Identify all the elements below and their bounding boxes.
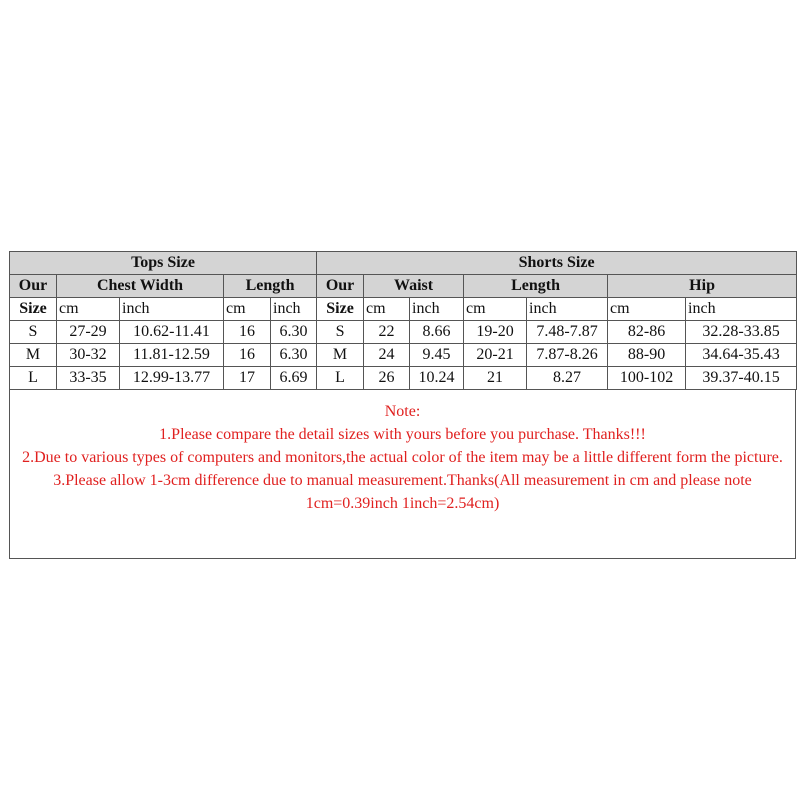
tops-chest-cm-cell: 27-29 — [57, 321, 120, 344]
tops-chest-inch-cell: 10.62-11.41 — [120, 321, 224, 344]
shorts-size-cell: M — [317, 344, 364, 367]
tops-length-inch-unit: inch — [271, 298, 317, 321]
shorts-hip-inch-cell: 32.28-33.85 — [686, 321, 797, 344]
shorts-size-label: Size — [317, 298, 364, 321]
note-line-1: 1.Please compare the detail sizes with yours before you purchase. Thanks!!! — [159, 426, 646, 443]
shorts-waist-inch-cell: 10.24 — [410, 367, 464, 390]
shorts-size-cell: S — [317, 321, 364, 344]
shorts-hip-inch-cell: 34.64-35.43 — [686, 344, 797, 367]
shorts-hip-cm-cell: 88-90 — [608, 344, 686, 367]
note-line-3: 3.Please allow 1-3cm difference due to manual measurement.Thanks(All measurement in cm and please note 1cm=0.39inch 1inch=2.54cm) — [53, 472, 752, 512]
tops-chest-inch-cell: 11.81-12.59 — [120, 344, 224, 367]
shorts-length-cm-unit: cm — [464, 298, 527, 321]
tops-length-inch-cell: 6.30 — [271, 344, 317, 367]
tops-chest-cm-cell: 33-35 — [57, 367, 120, 390]
note-title: Note: — [384, 403, 421, 420]
shorts-size-title: Shorts Size — [317, 252, 797, 275]
tops-length-cm-cell: 17 — [224, 367, 271, 390]
shorts-waist-cm-cell: 22 — [364, 321, 410, 344]
shorts-hip-cm-cell: 100-102 — [608, 367, 686, 390]
table-row — [10, 344, 797, 367]
tops-size-label: Size — [10, 298, 57, 321]
shorts-waist-header: Waist — [364, 275, 464, 298]
tops-size-cell: L — [10, 367, 57, 390]
shorts-waist-inch-cell: 8.66 — [410, 321, 464, 344]
tops-length-inch-cell: 6.30 — [271, 321, 317, 344]
tops-size-cell: S — [10, 321, 57, 344]
shorts-hip-cm-cell: 82-86 — [608, 321, 686, 344]
shorts-length-header: Length — [464, 275, 608, 298]
shorts-length-inch-unit: inch — [527, 298, 608, 321]
table-row — [10, 321, 797, 344]
shorts-hip-inch-unit: inch — [686, 298, 797, 321]
size-chart — [9, 251, 796, 559]
tops-size-cell: M — [10, 344, 57, 367]
unit-header-row — [10, 298, 797, 321]
tops-length-cm-cell: 16 — [224, 344, 271, 367]
tops-chest-inch-unit: inch — [120, 298, 224, 321]
shorts-waist-cm-unit: cm — [364, 298, 410, 321]
tops-chest-inch-cell: 12.99-13.77 — [120, 367, 224, 390]
shorts-length-cm-cell: 20-21 — [464, 344, 527, 367]
tops-size-title: Tops Size — [10, 252, 317, 275]
tops-length-cm-unit: cm — [224, 298, 271, 321]
note-box — [9, 390, 796, 559]
shorts-hip-header: Hip — [608, 275, 797, 298]
shorts-waist-inch-unit: inch — [410, 298, 464, 321]
tops-length-cm-cell: 16 — [224, 321, 271, 344]
shorts-waist-cm-cell: 24 — [364, 344, 410, 367]
shorts-hip-cm-unit: cm — [608, 298, 686, 321]
size-table — [9, 251, 797, 390]
tops-chest-cm-unit: cm — [57, 298, 120, 321]
measure-header-row — [10, 275, 797, 298]
shorts-length-cm-cell: 19-20 — [464, 321, 527, 344]
shorts-waist-inch-cell: 9.45 — [410, 344, 464, 367]
tops-chest-cm-cell: 30-32 — [57, 344, 120, 367]
shorts-length-cm-cell: 21 — [464, 367, 527, 390]
shorts-length-inch-cell: 7.87-8.26 — [527, 344, 608, 367]
tops-length-header: Length — [224, 275, 317, 298]
shorts-our-label: Our — [317, 275, 364, 298]
shorts-length-inch-cell: 7.48-7.87 — [527, 321, 608, 344]
group-header-row — [10, 252, 797, 275]
table-row — [10, 367, 797, 390]
shorts-size-cell: L — [317, 367, 364, 390]
shorts-hip-inch-cell: 39.37-40.15 — [686, 367, 797, 390]
shorts-length-inch-cell: 8.27 — [527, 367, 608, 390]
tops-our-label: Our — [10, 275, 57, 298]
note-line-2: 2.Due to various types of computers and monitors,the actual color of the item may be a little different form the picture. — [22, 449, 783, 466]
tops-length-inch-cell: 6.69 — [271, 367, 317, 390]
shorts-waist-cm-cell: 26 — [364, 367, 410, 390]
tops-chest-width-header: Chest Width — [57, 275, 224, 298]
